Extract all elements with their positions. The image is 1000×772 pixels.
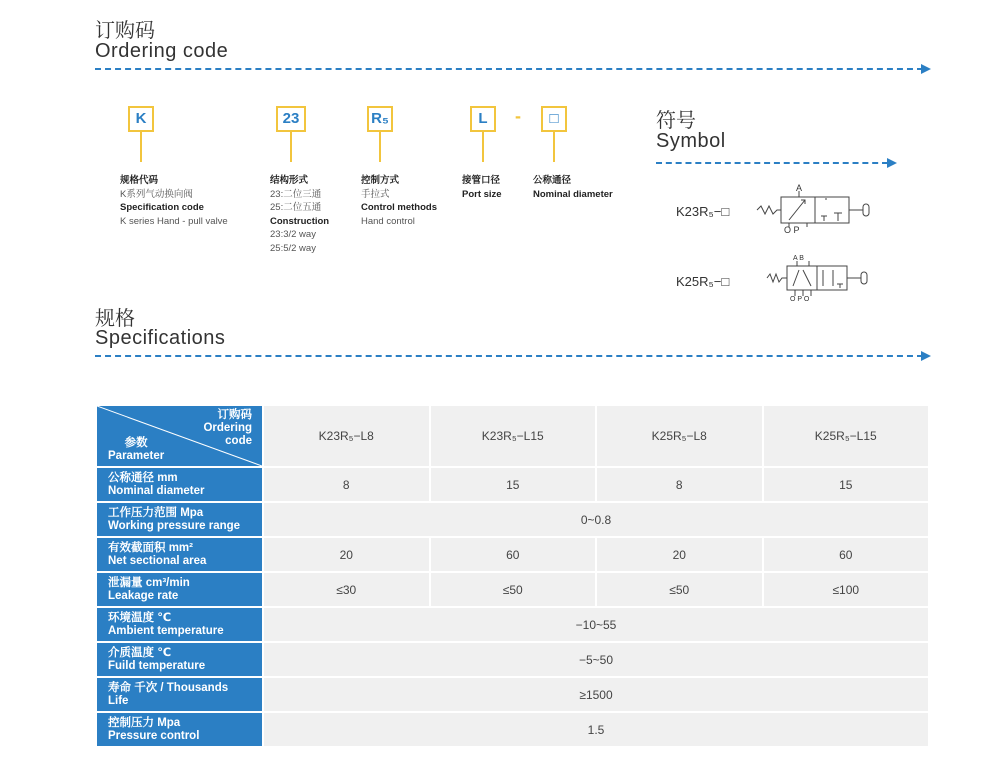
table-row bbox=[97, 573, 928, 606]
code-stem bbox=[140, 132, 142, 162]
code-desc-series bbox=[120, 174, 228, 228]
param-en: Life bbox=[108, 694, 129, 707]
code-desc-en: Control methods bbox=[361, 202, 437, 213]
code-stem bbox=[553, 132, 555, 162]
param-cell bbox=[97, 468, 262, 501]
valve-5-2-symbol-icon bbox=[765, 256, 873, 306]
value-cell: ≤50 bbox=[597, 573, 762, 606]
code-desc-cn: 公称通径 bbox=[533, 175, 572, 186]
value-cell: 20 bbox=[597, 538, 762, 571]
corner-top-en-2: code bbox=[225, 435, 252, 447]
code-desc-cn: 接管口径 bbox=[462, 175, 501, 186]
code-box-diameter: □ bbox=[541, 106, 567, 132]
code-desc-en: Construction bbox=[270, 215, 330, 227]
symbol-divider bbox=[656, 162, 888, 164]
specs-title-en: Specifications bbox=[95, 327, 226, 349]
code-stem bbox=[290, 132, 292, 162]
code-desc-line: K series Hand - pull valve bbox=[120, 215, 228, 227]
table-row bbox=[97, 538, 928, 571]
corner-bottom-cn: 参数 bbox=[124, 437, 148, 449]
param-cell bbox=[97, 713, 262, 746]
param-cn: 介质温度 ℃ bbox=[108, 646, 172, 659]
code-box-port: L bbox=[470, 106, 496, 132]
symbol-port-bottom: O P O bbox=[790, 296, 810, 303]
specifications-table bbox=[95, 404, 930, 748]
corner-bottom-en: Parameter bbox=[108, 450, 165, 462]
param-en: Leakage rate bbox=[108, 589, 179, 602]
valve-3-2-symbol-icon bbox=[755, 183, 875, 239]
symbol-label-k25: K25R₅−□ bbox=[676, 274, 730, 289]
param-cell bbox=[97, 608, 262, 641]
code-box-control: R₅ bbox=[367, 106, 393, 132]
model-header: K23R₅−L15 bbox=[431, 406, 596, 466]
table-row bbox=[97, 713, 928, 746]
code-stem bbox=[482, 132, 484, 162]
code-separator: - bbox=[515, 106, 521, 126]
table-row bbox=[97, 468, 928, 501]
param-cell bbox=[97, 573, 262, 606]
code-desc-construction bbox=[270, 174, 329, 255]
symbol-title-cn: 符号 bbox=[656, 108, 696, 132]
model-header: K23R₅−L8 bbox=[264, 406, 429, 466]
table-row bbox=[97, 503, 928, 536]
value-cell-span: ≥1500 bbox=[264, 678, 928, 711]
code-desc-en: Port size bbox=[462, 188, 502, 200]
param-cn: 控制压力 Mpa bbox=[108, 716, 181, 729]
symbol-port-bottom: O P bbox=[784, 225, 800, 235]
code-desc-line: 手拉式 bbox=[361, 188, 390, 200]
code-desc-en: Specification code bbox=[120, 202, 204, 213]
code-desc-line: K系列气动换向阀 bbox=[120, 188, 193, 200]
specs-divider bbox=[95, 355, 923, 357]
value-cell-span: −10~55 bbox=[264, 608, 928, 641]
symbol-title-en: Symbol bbox=[656, 130, 726, 152]
param-en: Fuild temperature bbox=[108, 659, 206, 672]
param-en: Net sectional area bbox=[108, 554, 207, 567]
symbol-label-k23: K23R₅−□ bbox=[676, 204, 730, 219]
table-row bbox=[97, 643, 928, 676]
model-header: K25R₅−L15 bbox=[764, 406, 929, 466]
code-desc-line: 23:3/2 way bbox=[270, 229, 316, 240]
table-header-row bbox=[97, 406, 928, 466]
param-cn: 寿命 千次 / Thousands bbox=[108, 681, 229, 694]
param-cn: 有效截面积 mm² bbox=[108, 541, 193, 554]
ordering-divider-arrow-icon bbox=[921, 64, 931, 74]
value-cell: 8 bbox=[264, 468, 429, 501]
symbol-port-top: A bbox=[796, 183, 803, 193]
corner-top-en-1: Ordering bbox=[203, 422, 252, 434]
param-en: Nominal diameter bbox=[108, 484, 205, 497]
table-row bbox=[97, 678, 928, 711]
code-desc-port bbox=[462, 174, 502, 201]
value-cell-span: 1.5 bbox=[264, 713, 928, 746]
code-desc-en: Nominal diameter bbox=[533, 188, 613, 200]
param-cell bbox=[97, 538, 262, 571]
ordering-title-cn: 订购码 bbox=[95, 18, 155, 42]
param-cn: 环境温度 ℃ bbox=[108, 611, 172, 624]
table-corner-cell bbox=[97, 406, 262, 466]
code-box-series: K bbox=[128, 106, 154, 132]
symbol-port-top: A B bbox=[793, 255, 804, 262]
code-desc-diameter bbox=[533, 174, 613, 201]
code-desc-line: Hand control bbox=[361, 215, 415, 227]
code-box-construction: 23 bbox=[276, 106, 306, 132]
code-desc-cn: 结构形式 bbox=[270, 175, 309, 186]
param-en: Pressure control bbox=[108, 729, 200, 742]
table-row bbox=[97, 608, 928, 641]
ordering-title-en: Ordering code bbox=[95, 40, 229, 62]
param-cn: 公称通径 mm bbox=[108, 471, 178, 484]
code-desc-line: 25:二位五通 bbox=[270, 202, 322, 213]
value-cell: 60 bbox=[431, 538, 596, 571]
param-cn: 泄漏量 cm³/min bbox=[108, 576, 190, 589]
param-cn: 工作压力范围 Mpa bbox=[108, 506, 204, 519]
corner-top-cn: 订购码 bbox=[217, 409, 252, 421]
param-cell bbox=[97, 643, 262, 676]
value-cell: 15 bbox=[431, 468, 596, 501]
symbol-divider-arrow-icon bbox=[887, 158, 897, 168]
param-cell bbox=[97, 678, 262, 711]
code-desc-cn: 控制方式 bbox=[361, 175, 400, 186]
specs-divider-arrow-icon bbox=[921, 351, 931, 361]
specs-title-cn: 规格 bbox=[95, 306, 135, 330]
model-header: K25R₅−L8 bbox=[597, 406, 762, 466]
param-en: Ambient temperature bbox=[108, 624, 224, 637]
code-stem bbox=[379, 132, 381, 162]
code-desc-cn: 规格代码 bbox=[120, 175, 159, 186]
code-desc-line: 25:5/2 way bbox=[270, 242, 316, 254]
param-cell bbox=[97, 503, 262, 536]
value-cell: 20 bbox=[264, 538, 429, 571]
value-cell: 8 bbox=[597, 468, 762, 501]
value-cell-span: 0~0.8 bbox=[264, 503, 928, 536]
value-cell: ≤50 bbox=[431, 573, 596, 606]
code-desc-control bbox=[361, 174, 437, 228]
ordering-divider bbox=[95, 68, 923, 70]
value-cell: 60 bbox=[764, 538, 929, 571]
code-desc-line: 23:二位三通 bbox=[270, 188, 322, 200]
value-cell: ≤100 bbox=[764, 573, 929, 606]
value-cell-span: −5~50 bbox=[264, 643, 928, 676]
value-cell: ≤30 bbox=[264, 573, 429, 606]
value-cell: 15 bbox=[764, 468, 929, 501]
param-en: Working pressure range bbox=[108, 519, 241, 532]
